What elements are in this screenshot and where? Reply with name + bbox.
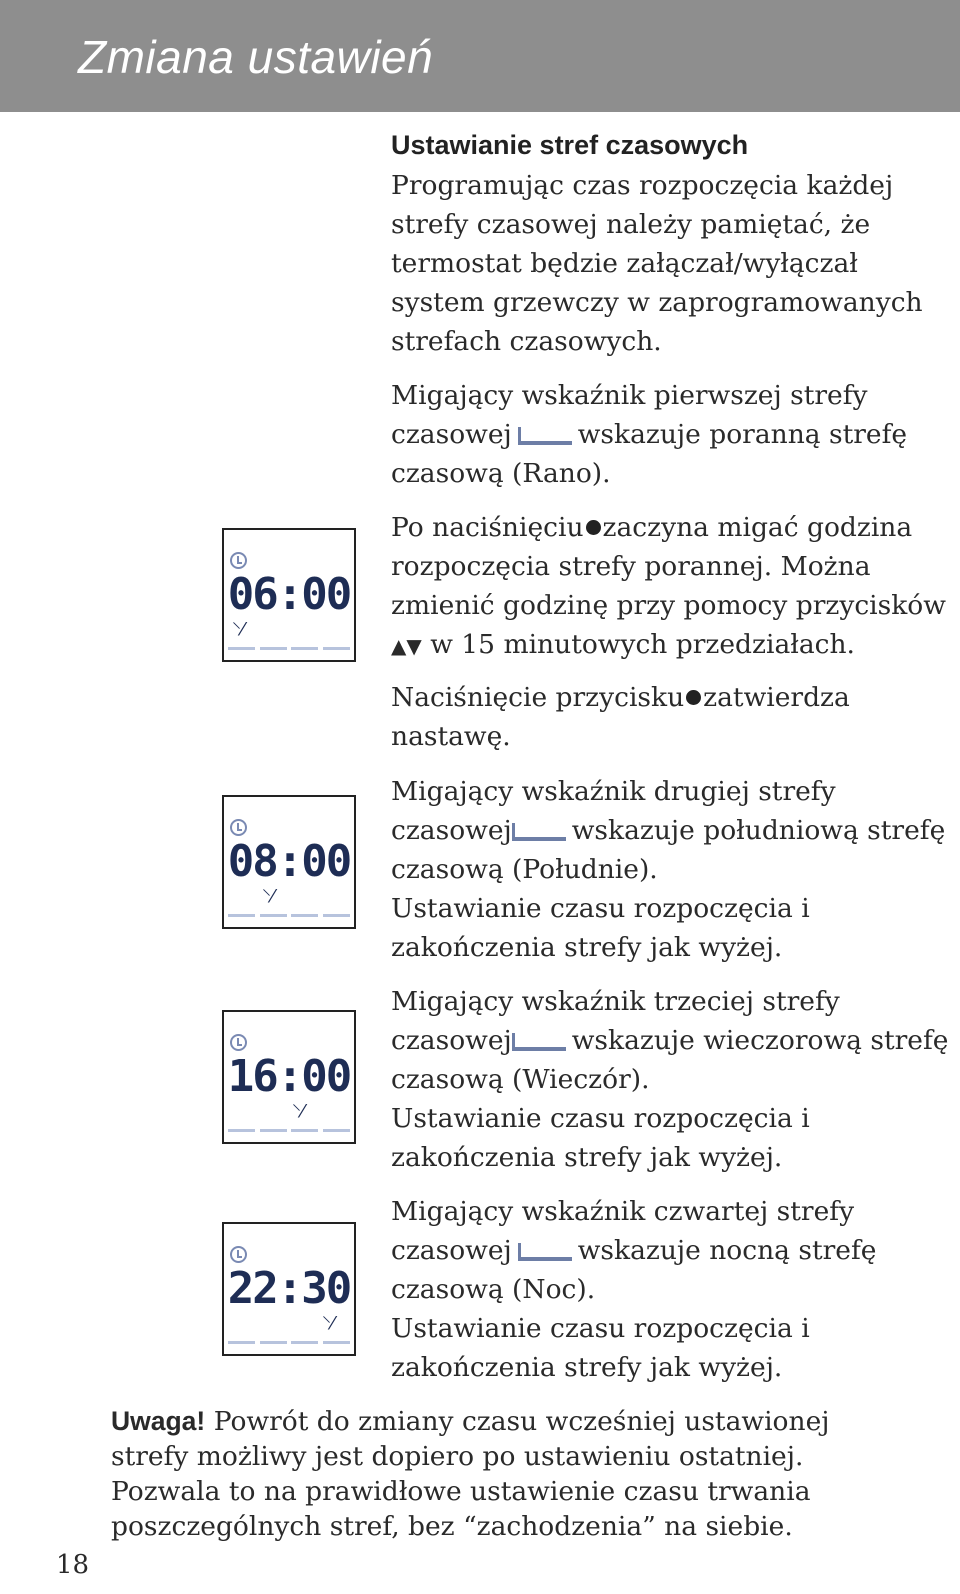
thermostat-display bbox=[222, 1222, 356, 1356]
zone-indicator-icon bbox=[518, 1243, 572, 1261]
zone-indicator-icon bbox=[512, 1033, 566, 1051]
confirm-paragraph: Naciśnięcie przycisku zatwierdza nastawę. bbox=[391, 682, 850, 752]
thermostat-display bbox=[222, 1010, 356, 1144]
ok-button-icon bbox=[586, 520, 601, 535]
warning-note bbox=[111, 1404, 911, 1544]
zone-bars bbox=[228, 1129, 350, 1134]
clock-icon bbox=[230, 1246, 247, 1263]
ok-button-icon bbox=[686, 690, 701, 705]
warning-text: Powrót do zmiany czasu wcześniej ustawionej strefy możliwy jest dopiero po ustawieniu ostatniej. Pozwala to na prawidłowe ustawienie czasu trwania poszczególnych stref, bez “zachodzenia” na siebie. bbox=[111, 1406, 830, 1542]
page-title: Zmiana ustawień bbox=[78, 31, 434, 83]
clock-icon bbox=[230, 1034, 247, 1051]
display-time: 22:30 bbox=[227, 1263, 351, 1314]
up-down-arrows-icon: ▲▼ bbox=[391, 634, 422, 658]
zone4-paragraph: Migający wskaźnik czwartej strefy czasowej wskazuje nocną strefę czasową (Noc). Ustawianie czasu rozpoczęcia i zakończenia strefy jak wyżej. bbox=[391, 1196, 877, 1383]
thermostat-display bbox=[222, 795, 356, 929]
zone-indicator-icon bbox=[518, 427, 572, 445]
display-time: 16:00 bbox=[227, 1051, 351, 1102]
page-header bbox=[0, 0, 960, 112]
blink-indicator-icon: ⸌⁄ bbox=[292, 1101, 305, 1122]
blink-indicator-icon: ⸌⁄ bbox=[262, 886, 275, 907]
thermostat-display bbox=[222, 528, 356, 662]
zone1-paragraph: Migający wskaźnik pierwszej strefy czasowej wskazuje poranną strefę czasową (Rano). bbox=[391, 380, 908, 489]
blink-indicator-icon: ⸌⁄ bbox=[322, 1313, 335, 1334]
start-time-paragraph: Po naciśnięciu zaczyna migać godzina rozpoczęcia strefy porannej. Można zmienić godzinę przy pomocy przycisków ▲▼ w 15 minutowych przedziałach. bbox=[391, 512, 946, 660]
zone-bars bbox=[228, 1341, 350, 1346]
zone2-paragraph: Migający wskaźnik drugiej strefy czasowej wskazuje południową strefę czasową (Południe). Ustawianie czasu rozpoczęcia i zakończenia strefy jak wyżej. bbox=[391, 776, 946, 963]
warning-label: Uwaga! bbox=[111, 1406, 206, 1436]
page-number: 18 bbox=[56, 1550, 90, 1580]
zone-indicator-icon bbox=[512, 823, 566, 841]
blink-indicator-icon: ⸌⁄ bbox=[232, 619, 245, 640]
zone-bars bbox=[228, 647, 350, 652]
intro-paragraph: Programując czas rozpoczęcia każdej strefy czasowej należy pamiętać, że termostat będzie załączał/wyłączał system grzewczy w zaprogramowanych strefach czasowych. bbox=[391, 170, 923, 357]
section-title: Ustawianie stref czasowych bbox=[391, 130, 749, 160]
zone-bars bbox=[228, 914, 350, 919]
zone3-paragraph: Migający wskaźnik trzeciej strefy czasowej wskazuje wieczorową strefę czasową (Wieczór). Ustawianie czasu rozpoczęcia i zakończenia strefy jak wyżej. bbox=[391, 986, 949, 1173]
display-time: 06:00 bbox=[227, 569, 351, 620]
display-time: 08:00 bbox=[227, 836, 351, 887]
clock-icon bbox=[230, 552, 247, 569]
clock-icon bbox=[230, 819, 247, 836]
